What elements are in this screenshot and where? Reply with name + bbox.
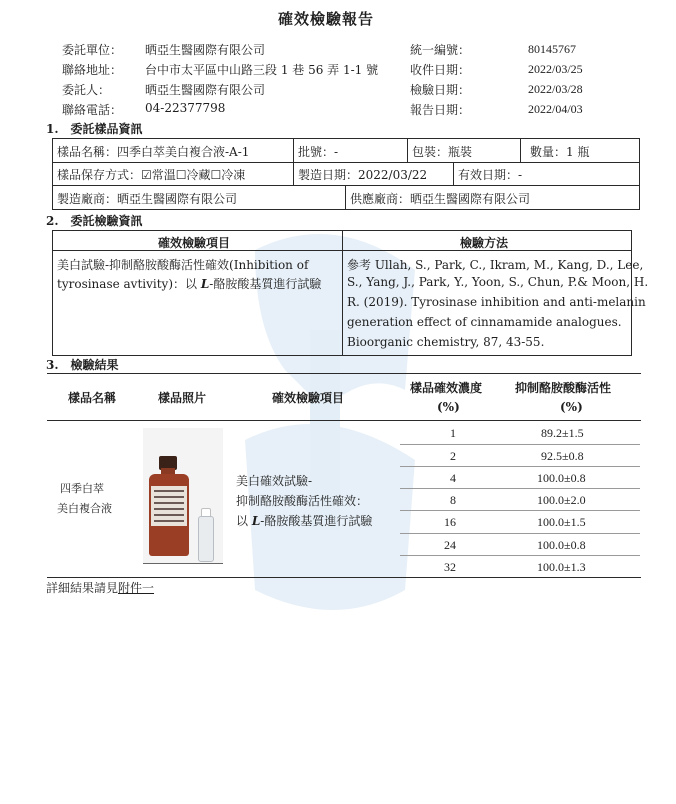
conc-value: 32 xyxy=(444,560,456,574)
received-date-label: 收件日期： xyxy=(410,63,471,77)
tax-id-label: 統一編號： xyxy=(410,43,471,57)
activity-value: 100.0±0.8 xyxy=(537,471,586,485)
client-label: 委託單位： xyxy=(62,43,123,57)
report-date-value: 2022/04/03 xyxy=(528,102,583,116)
result-test-item-2: 抑制酪胺酸酶活性確效： xyxy=(236,494,369,508)
supplier: 供應廠商：晒亞生醫國際有限公司 xyxy=(350,192,531,206)
result-test-item-1: 美白確效試驗- xyxy=(236,474,313,488)
batch-number: 批號：- xyxy=(298,145,339,159)
conc-value: 24 xyxy=(444,538,456,552)
manufacturer: 製造廠商：晒亞生醫國際有限公司 xyxy=(57,192,238,206)
phone-value: 04-22377798 xyxy=(145,101,226,115)
test-item-header: 確效檢驗項目 xyxy=(158,236,231,250)
test-date-label: 檢驗日期： xyxy=(410,83,471,97)
report-date-label: 報告日期： xyxy=(410,103,471,117)
conc-value: 2 xyxy=(450,449,456,463)
method-line: generation effect of cinnamamide analogues. xyxy=(347,315,622,329)
tax-id-value: 80145767 xyxy=(528,42,576,56)
test-item-line2: tyrosinase avtivity)：以 L-酪胺酸基質進行試驗 xyxy=(57,277,322,291)
sample-name: 樣品名稱：四季白萃美白複合液-A-1 xyxy=(57,145,250,159)
method-line: S., Yang, J., Park, Y., Yoon, S., Chun, P.& Moon, H. xyxy=(347,275,649,289)
client-value: 晒亞生醫國際有限公司 xyxy=(145,43,266,57)
conc-value: 4 xyxy=(450,471,456,485)
contact-value: 晒亞生醫國際有限公司 xyxy=(145,83,266,97)
test-item-line1: 美白試驗-抑制酪胺酸酶活性確效(Inhibition of xyxy=(57,258,309,272)
contact-label: 委託人： xyxy=(62,83,111,97)
storage-method: 樣品保存方式：☑常溫☐冷藏☐冷凍 xyxy=(57,168,246,182)
col-test-item: 確效檢驗項目 xyxy=(272,391,345,405)
col-sample-photo: 樣品照片 xyxy=(158,391,207,405)
result-sample-name-2: 美白複合液 xyxy=(57,502,112,515)
quantity: 數量：1 瓶 xyxy=(530,145,590,159)
expiry-date: 有效日期：- xyxy=(458,168,523,182)
conc-value: 8 xyxy=(450,493,456,507)
section1-heading: 1. 委託樣品資訊 xyxy=(46,122,143,136)
col-activity-unit: (%) xyxy=(560,400,583,414)
method-line: 參考 Ullah, S., Park, C., Ikram, M., Kang, D., Lee, xyxy=(347,258,644,272)
packaging: 包裝：瓶裝 xyxy=(412,145,473,159)
col-activity: 抑制酪胺酸酶活性 xyxy=(515,381,612,395)
activity-value: 100.0±1.5 xyxy=(537,515,586,529)
manufacture-date: 製造日期：2022/03/22 xyxy=(298,168,428,182)
conc-value: 1 xyxy=(450,426,456,440)
method-line: R. (2019). Tyrosinase inhibition and anti-melanin xyxy=(347,295,646,309)
test-method-header: 檢驗方法 xyxy=(460,236,509,250)
phone-label: 聯絡電話： xyxy=(62,103,123,117)
section2-heading: 2. 委託檢驗資訊 xyxy=(46,214,143,228)
result-sample-name-1: 四季白萃 xyxy=(60,482,104,495)
col-concentration-unit: (%) xyxy=(437,400,460,414)
report-title: 確效檢驗報告 xyxy=(278,10,375,28)
appendix-link[interactable]: 附件一 xyxy=(118,581,155,595)
activity-value: 89.2±1.5 xyxy=(541,426,584,440)
activity-value: 100.0±0.8 xyxy=(537,538,586,552)
method-line: Bioorganic chemistry, 87, 43-55. xyxy=(347,335,545,349)
activity-value: 92.5±0.8 xyxy=(541,449,584,463)
received-date-value: 2022/03/25 xyxy=(528,62,583,76)
test-date-value: 2022/03/28 xyxy=(528,82,583,96)
conc-value: 16 xyxy=(444,515,456,529)
footer-note: 詳細結果請見附件一 xyxy=(46,581,155,595)
section3-heading: 3. 檢驗結果 xyxy=(46,358,119,372)
col-sample-name: 樣品名稱 xyxy=(68,391,117,405)
activity-value: 100.0±1.3 xyxy=(537,560,586,574)
result-test-item-3: 以 L-酪胺酸基質進行試驗 xyxy=(236,514,373,528)
sample-photo xyxy=(143,428,223,564)
address-value: 台中市太平區中山路三段 1 巷 56 弄 1-1 號 xyxy=(145,63,379,77)
address-label: 聯絡地址： xyxy=(62,63,123,77)
col-concentration: 樣品確效濃度 xyxy=(410,381,483,395)
activity-value: 100.0±2.0 xyxy=(537,493,586,507)
